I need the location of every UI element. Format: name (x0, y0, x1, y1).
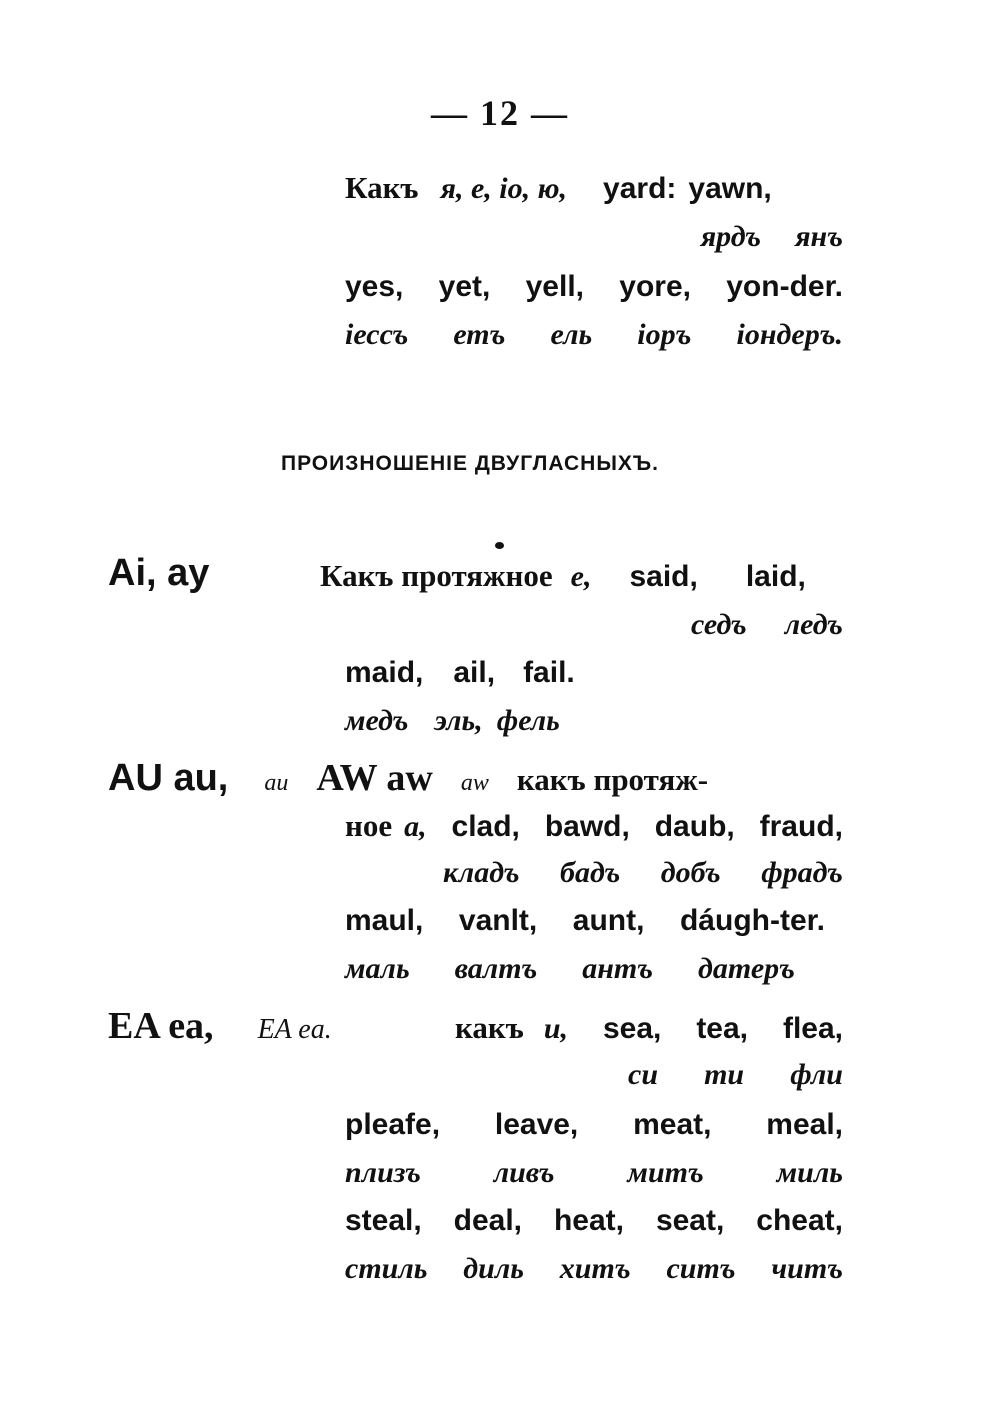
label-kak: Какъ (345, 170, 419, 205)
word-yore: yore, (619, 270, 691, 303)
ru-yard: ярдъ (700, 220, 762, 253)
page-number: — 12 — (431, 93, 569, 133)
word-deal: deal, (453, 1204, 523, 1237)
ru-flea: фли (790, 1058, 843, 1091)
line-yard-ru (345, 220, 843, 264)
ru-yell: ель (550, 318, 593, 351)
word-maul: maul, (345, 904, 424, 937)
line-ai-2 (345, 608, 843, 652)
line-ai-1 (320, 558, 843, 602)
line-ea-1 (455, 1010, 843, 1054)
ru-cheat: читъ (771, 1252, 843, 1285)
ru-seat: ситъ (666, 1252, 736, 1285)
ru-leave: ливъ (493, 1156, 555, 1189)
ru-yore: іоръ (637, 318, 692, 351)
word-yawn: yawn, (688, 172, 772, 205)
ai-letter-e: е, (570, 560, 592, 593)
ru-aunt: антъ (582, 952, 654, 985)
word-vanlt: vanlt, (458, 904, 538, 937)
word-said: said, (629, 560, 698, 593)
ru-steal: стиль (345, 1252, 428, 1285)
word-cheat: cheat, (756, 1204, 843, 1237)
word-meal: meal, (766, 1108, 843, 1141)
ea-letter-i: и, (543, 1012, 569, 1045)
line-ea-2 (628, 1058, 843, 1102)
word-flea: flea, (782, 1012, 843, 1045)
script-au: au (264, 770, 289, 796)
ru-fail: фель (496, 704, 560, 737)
line-au-4 (345, 904, 825, 948)
ru-yes: іессъ (345, 318, 409, 351)
line-ea-4 (345, 1156, 843, 1200)
head-au (108, 756, 708, 800)
word-daughter: dáugh-ter. (679, 904, 825, 937)
line-kak-ya (345, 170, 843, 214)
ai-label: Какъ протяжное (320, 558, 553, 593)
word-bawd: bawd, (544, 810, 630, 843)
head-ea-label: EA ea, (108, 1005, 214, 1047)
word-yes: yes, (345, 270, 404, 303)
line-ea-6 (345, 1252, 843, 1296)
section-heading: ПРОИЗНОШЕНІЕ ДВУГЛАСНЫХЪ. (280, 452, 659, 475)
ru-yet: етъ (453, 318, 506, 351)
script-aw: aw (460, 770, 489, 796)
ru-clad: кладъ (443, 856, 520, 889)
ru-daub: добъ (660, 856, 721, 889)
line-au-5 (345, 952, 795, 996)
letters-ya-e-io-yu: я, е, іо, ю, (440, 172, 568, 205)
ru-deal: диль (463, 1252, 524, 1285)
ru-bawd: бадъ (560, 856, 621, 889)
ru-sea: си (628, 1058, 658, 1091)
head-au-label: AU au, (108, 757, 229, 799)
ink-dot (495, 542, 504, 549)
head-ai (108, 552, 209, 595)
head-aw-label: AW aw (316, 757, 433, 799)
au-text: какъ протяж- (516, 762, 709, 797)
au-letter-a: а, (404, 810, 427, 843)
ru-meat: митъ (627, 1156, 704, 1189)
ea-label: какъ (455, 1010, 524, 1045)
word-fraud: fraud, (759, 810, 843, 843)
ru-maid: медъ (345, 704, 409, 737)
word-pleafe: pleafe, (345, 1108, 441, 1141)
au-label-group (345, 808, 427, 844)
word-tea: tea, (696, 1012, 749, 1045)
line-ea-3 (345, 1108, 843, 1152)
ru-yonder: іондеръ. (736, 318, 843, 351)
ru-meal: миль (776, 1156, 843, 1189)
word-clad: clad, (451, 810, 520, 843)
word-sea: sea, (602, 1012, 662, 1045)
line-ai-4 (345, 704, 843, 748)
word-yard: yard: (603, 172, 677, 205)
line-au-2 (345, 808, 843, 852)
au-label: ное (345, 808, 393, 843)
word-ail: ail, (453, 656, 496, 689)
ru-said: седъ (690, 608, 747, 641)
ru-heat: хитъ (559, 1252, 631, 1285)
ru-tea: ти (704, 1058, 745, 1091)
ru-fraud: фрадъ (761, 856, 843, 889)
ru-daughter: датеръ (698, 952, 795, 985)
head-ea (108, 1004, 332, 1048)
word-fail: fail. (523, 656, 575, 689)
word-heat: heat, (553, 1204, 624, 1237)
ru-pleafe: плизъ (345, 1156, 421, 1189)
word-leave: leave, (494, 1108, 579, 1141)
word-aunt: aunt, (572, 904, 645, 937)
script-ea: EA ea. (257, 1014, 332, 1045)
ru-maul: маль (345, 952, 410, 985)
word-meat: meat, (633, 1108, 712, 1141)
ru-yawn: янъ (795, 220, 843, 253)
word-yell: yell, (525, 270, 584, 303)
ea-label-group (455, 1010, 568, 1046)
word-yet: yet, (438, 270, 491, 303)
ru-vanlt: валтъ (454, 952, 538, 985)
line-au-3 (443, 856, 843, 900)
head-ai-label: Ai, ay (108, 552, 210, 594)
line-yes-yet (345, 270, 843, 314)
word-daub: daub, (654, 810, 735, 843)
ru-ail: эль, (434, 704, 483, 737)
word-steal: steal, (345, 1204, 422, 1237)
ru-laid: ледъ (784, 608, 843, 641)
word-laid: laid, (745, 560, 806, 593)
line-ai-3 (345, 656, 843, 700)
word-seat: seat, (655, 1204, 725, 1237)
word-yonder: yon-der. (726, 270, 843, 303)
line-ea-5 (345, 1204, 843, 1248)
line-yes-ru (345, 318, 843, 362)
word-maid: maid, (345, 656, 424, 689)
